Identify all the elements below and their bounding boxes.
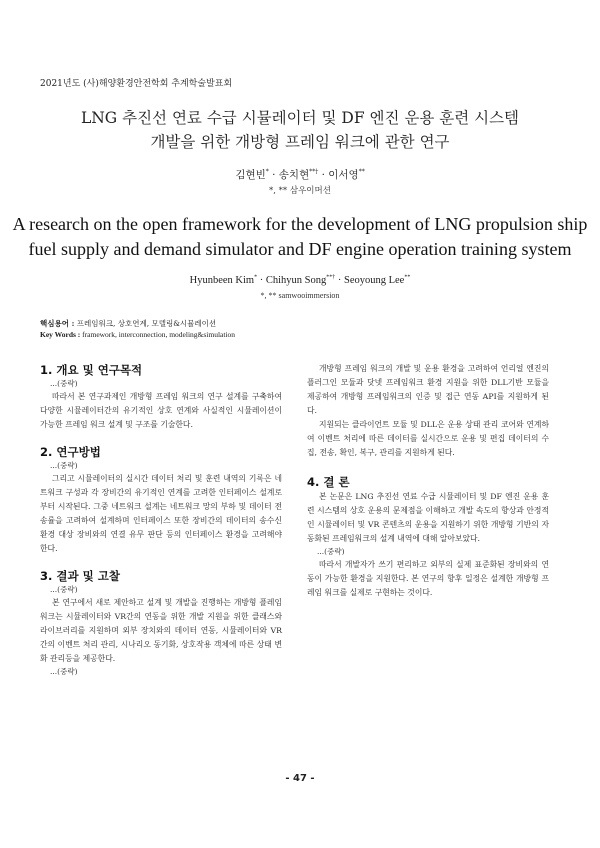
author-separator: · [259, 275, 264, 286]
author-separator: · [321, 169, 325, 181]
keywords-english-label: Key Words : [40, 330, 81, 339]
keywords-korean-label: 핵심용어 : [40, 319, 75, 328]
authors-english [0, 275, 600, 286]
section-heading-intro: 1. 개요 및 연구목적 [40, 363, 143, 377]
title-english-line1: A research on the open framework for the development of LNG propulsion ship [12, 214, 588, 234]
omission-marker: ...(중략) [50, 585, 78, 594]
author-name: Chihyun Song [265, 275, 327, 286]
section-paragraph: 본 논문은 LNG 추진선 연료 수급 시뮬레이터 및 DF 엔진 운용 훈련 시스템의 상호 운용의 문제점을 이해하고 개발 속도의 향상과 안정적인 시뮬레이터 및 VR 콘텐츠의 운용을 지원하기 위한 개방형 기반의 자동화된 프레임워크의 설계 내역에 대해 알아보았다. [307, 492, 549, 543]
omission-marker: ...(중략) [50, 379, 78, 388]
author-name: 김현빈 [235, 169, 266, 181]
keywords-korean-text: 프레임워크, 상호연계, 모델링&시뮬레이션 [76, 319, 217, 328]
keywords-korean [40, 318, 216, 329]
section-paragraph: 따라서 개발자가 쓰기 편리하고 외부의 실제 표준화된 장비와의 연동이 가능한 환경을 지원한다. 본 연구의 향후 일정은 설계한 개방형 프레임 워크를 실제로 구현하는 것이다. [307, 560, 549, 597]
author-mark: **† [309, 168, 319, 176]
author-name: 송치현 [278, 169, 310, 181]
section-paragraph: 지원되는 클라이언트 모듈 및 DLL은 운용 상태 관리 코어와 연계하여 이벤트 처리에 따른 데이터를 실시간으로 운용 및 편집 데이터의 수집, 전송, 확인, 복구, 관리를 지원하게 된다. [307, 420, 549, 457]
keywords-english [40, 330, 235, 339]
author-separator: · [272, 169, 276, 181]
keywords-english-text: framework, interconnection, modeling&simulation [82, 330, 236, 339]
section-paragraph: 따라서 본 연구과제인 개방형 프레임 워크의 연구 설계를 구축하여 다양한 시뮬레이터간의 유기적인 상호 연계와 사실적인 시뮬레이션이 가능한 프레임 워크 설계 및 구조를 기술한다. [40, 392, 282, 429]
affiliation-english: *, ** samwooimmersion [260, 291, 340, 300]
title-english-line2: fuel supply and demand simulator and DF engine operation training system [28, 239, 572, 259]
section-heading-method: 2. 연구방법 [40, 445, 101, 459]
author-mark: * [254, 274, 258, 281]
omission-marker: ...(중략) [50, 667, 78, 676]
author-separator: · [337, 275, 342, 286]
omission-marker: ...(중략) [50, 461, 78, 470]
author-mark: **† [326, 274, 336, 281]
author-mark: ** [404, 274, 411, 281]
conference-header: 2021년도 (사)해양환경안전학회 추계학술발표회 [40, 79, 233, 89]
section-heading-conclusion: 4. 결 론 [307, 475, 350, 489]
title-korean-line2: 개발을 위한 개방형 프레임 워크에 관한 연구 [150, 133, 450, 151]
section-paragraph: 그리고 시뮬레이터의 실시간 데이터 처리 및 훈련 내역의 기록은 네트워크 구성과 각 장비간의 유기적인 연계를 고려한 인터페이스 설계로 부터 시작된다. 그중 네트워크 설계는 네트워크 망의 부하 및 데이터 전송률을 고려하여 설계하며 인터페이스 또한 장비간의 데이터의 송수신 환경 대상 장비와의 연결 유무 판단 등의 인터페이스 환경을 고려해야 한다. [40, 474, 282, 553]
left-column [40, 362, 282, 678]
section-heading-results: 3. 결과 및 고찰 [40, 569, 120, 583]
section-paragraph: 본 연구에서 새로 제안하고 설계 및 개발을 진행하는 개방형 플레임 워크는 시뮬레이터와 VR간의 연동을 위한 개발 지원을 위한 클래스와 라이브러리를 지원하며 외부 장치와의 데이터 연동, 시뮬레이터와 VR간의 이벤트 처리 관리, 시나리오 동기화, 상호작용 객체에 따른 상태 변화 관리등을 제공한다. [40, 598, 282, 663]
author-name: 이서영 [328, 169, 359, 181]
affiliation-korean: *, ** 삼우이머션 [269, 186, 331, 196]
author-mark: * [265, 168, 269, 176]
author-name: Seoyoung Lee [343, 275, 405, 286]
section-paragraph: 개방형 프레임 워크의 개발 및 운용 환경을 고려하여 언리얼 엔진의 플러그인 모듈과 닷넷 프레임워크 환경 지원을 위한 DLL기반 모듈을 제공하여 개방형 프레임워크의 인증 및 접근 연동 API를 지원하게 된다. [307, 364, 549, 415]
authors-korean [0, 167, 600, 182]
author-name: Hyunbeen Kim [189, 275, 255, 286]
page-number: - 47 - [285, 773, 315, 784]
title-korean-line1: LNG 추진선 연료 수급 시뮬레이터 및 DF 엔진 운용 훈련 시스템 [80, 109, 520, 127]
author-mark: ** [358, 168, 365, 176]
right-column [307, 362, 549, 600]
omission-marker: ...(중략) [317, 547, 345, 556]
